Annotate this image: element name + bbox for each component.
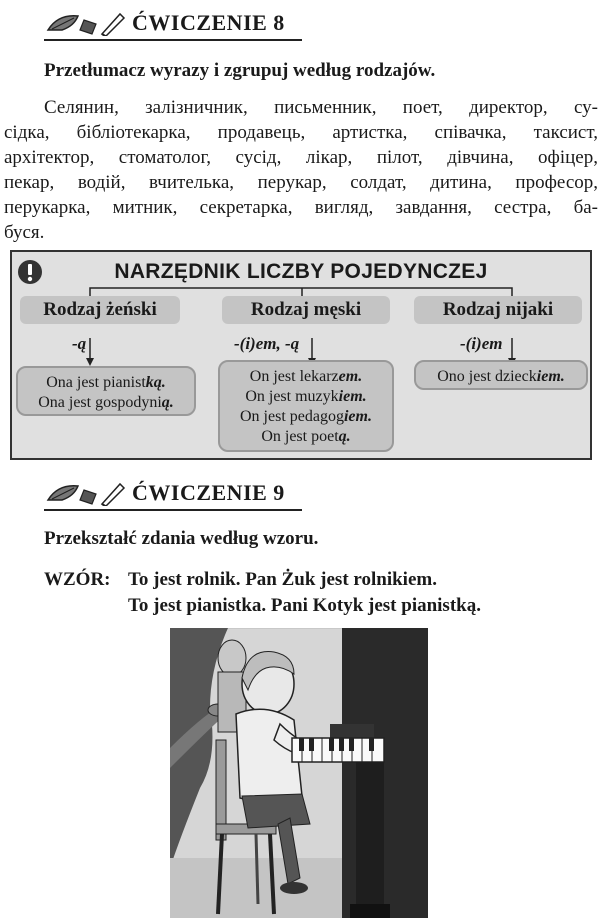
grammar-title: NARZĘDNIK LICZBY POJEDYNCZEJ — [114, 260, 488, 283]
word-line: пекар, водій, вчителька, перукар, солдат, дитина, професор, — [4, 172, 598, 193]
masculine-ending: -(i)em, -ą — [234, 334, 300, 353]
exercise-8-heading — [44, 8, 304, 40]
feminine-examples — [16, 366, 196, 416]
word-line: Селянин, залізничник, письменник, поет, директор, су- — [44, 97, 598, 118]
feather-pencil-icon — [44, 480, 126, 506]
boy-piano-illustration — [170, 628, 428, 918]
neuter-ending: -(i)em — [460, 334, 503, 353]
word-line: перукарка, митник, секретарка, вигляд, завдання, сестра, ба- — [4, 197, 598, 218]
exercise-8-title: ĆWICZENIE 8 — [132, 10, 285, 35]
example-sentence: On jest poetą. — [261, 428, 351, 445]
exercise-9-heading — [44, 478, 304, 510]
word-line: архітектор, стоматолог, сусід, лікар, пілот, дівчина, офіцер, — [4, 147, 598, 168]
exercise-9-instruction: Przekształć zdania według wzoru. — [44, 528, 319, 549]
heading-underline — [44, 509, 302, 511]
feminine-gender-label: Rodzaj żeński — [20, 296, 180, 324]
masculine-gender-label: Rodzaj męski — [222, 296, 390, 324]
example-sentence: Ono jest dzieckiem. — [437, 368, 565, 385]
example-sentence: On jest pedagogiem. — [240, 408, 372, 425]
exercise-8-instruction: Przetłumacz wyrazy i zgrupuj według rodzajów. — [44, 60, 436, 81]
feminine-ending: -ą — [72, 334, 87, 353]
exercise-9-title: ĆWICZENIE 9 — [132, 480, 285, 505]
word-list — [4, 95, 598, 245]
heading-underline — [44, 39, 302, 41]
pattern-example — [44, 567, 481, 619]
neuter-gender-label: Rodzaj nijaki — [414, 296, 582, 324]
example-sentence: Ona jest gospodynią. — [38, 394, 174, 411]
masculine-examples — [218, 360, 394, 452]
pattern-label: WZÓR: — [44, 569, 111, 590]
word-line: буся. — [4, 222, 45, 243]
example-sentence: Ona jest pianistką. — [46, 374, 166, 391]
grammar-panel — [10, 250, 592, 460]
pattern-line: To jest rolnik. Pan Żuk jest rolnikiem. — [128, 569, 437, 590]
feather-pencil-icon — [44, 10, 126, 36]
pattern-line: To jest pianistka. Pani Kotyk jest pianistką. — [128, 595, 481, 616]
word-line: сідка, бібліотекарка, продавець, артистка, співачка, таксист, — [4, 122, 598, 143]
neuter-examples — [414, 360, 588, 390]
example-sentence: On jest lekarzem. — [249, 368, 363, 385]
example-sentence: On jest muzykiem. — [245, 388, 367, 405]
